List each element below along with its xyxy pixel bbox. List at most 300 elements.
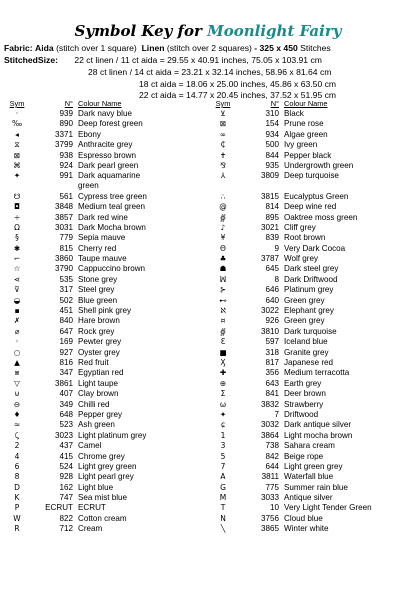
size-line-1	[4, 55, 322, 66]
symbol-glyph: 8	[14, 472, 20, 482]
thread-number: 349	[59, 399, 73, 409]
right-column-header	[210, 99, 410, 109]
fabric-label: Fabric:	[4, 43, 33, 53]
colour-name: Light taupe	[78, 378, 119, 388]
page-title	[0, 22, 416, 40]
sym-header: Sym	[9, 99, 25, 108]
symbol-glyph: ⩎	[14, 368, 20, 378]
colour-name: Cappuccino brown	[78, 264, 146, 274]
colour-name: Ivy green	[284, 140, 318, 150]
symbol-glyph: ⋖	[13, 274, 21, 284]
thread-number: 597	[265, 337, 279, 347]
symbol-glyph: T	[220, 503, 226, 513]
colour-name: Black	[284, 109, 304, 118]
thread-number: 935	[265, 160, 279, 170]
key-row	[210, 431, 410, 441]
thread-number: 3810	[260, 326, 279, 336]
key-row	[210, 493, 410, 503]
symbol-glyph: ✱	[13, 243, 21, 253]
symbol-glyph: Θ	[220, 243, 226, 253]
fabric-linen-note: (stitch over 2 squares)	[166, 43, 252, 53]
colour-name: Cherry red	[78, 243, 117, 253]
colour-name: Very Dark Cocoa	[284, 243, 346, 253]
key-row	[4, 244, 204, 254]
symbol-glyph: ✚	[219, 368, 227, 378]
colour-name: Dark turquoise	[284, 326, 337, 336]
colour-name: Deep turquoise	[284, 171, 339, 181]
key-row	[210, 233, 410, 243]
thread-number: 712	[59, 524, 73, 534]
symbol-glyph: ∴	[220, 191, 226, 201]
symbol-glyph: ✗	[13, 316, 21, 326]
key-row	[210, 285, 410, 295]
key-row	[4, 431, 204, 441]
colour-name: Rock grey	[78, 326, 115, 336]
key-row	[4, 441, 204, 451]
key-row	[4, 337, 204, 347]
symbol-glyph: ◒	[13, 295, 21, 305]
thread-number: 3031	[54, 222, 73, 232]
key-row	[210, 161, 410, 171]
thread-number: 3861	[54, 378, 73, 388]
fabric-line	[4, 43, 331, 54]
key-row	[210, 171, 410, 191]
size-line-2: 28 ct linen / 14 ct aida = 23.21 x 32.14 inches, 58.96 x 81.64 cm	[88, 67, 332, 77]
key-row	[210, 337, 410, 347]
thread-number: 842	[265, 451, 279, 461]
symbol-glyph: ℵ	[220, 306, 226, 316]
symbol-glyph: ☗	[219, 264, 227, 274]
symbol-glyph: N	[220, 513, 226, 523]
symbol-glyph: ◘	[14, 202, 20, 212]
symbol-glyph: ꟽ	[219, 274, 227, 284]
thread-number: 822	[59, 513, 73, 523]
thread-number: 3033	[260, 493, 279, 503]
symbol-glyph: ✦	[13, 171, 21, 181]
thread-number: 3848	[54, 202, 73, 212]
left-key-column	[4, 99, 204, 535]
key-row	[210, 254, 410, 264]
key-row	[4, 327, 204, 337]
left-rows	[4, 109, 204, 535]
key-row	[210, 452, 410, 462]
symbol-glyph: ▪	[14, 306, 20, 316]
colour-name: Undergrowth green	[284, 160, 354, 170]
colour-name: Winter white	[284, 524, 329, 534]
thread-number: 415	[59, 451, 73, 461]
colour-name: Stone grey	[78, 274, 118, 284]
symbol-glyph: ■	[219, 347, 227, 357]
thread-number: 643	[265, 378, 279, 388]
title-main: Symbol Key for	[74, 22, 208, 40]
symbol-glyph: ⅄	[220, 171, 226, 181]
thread-number: 407	[59, 389, 73, 399]
symbol-glyph: 1	[220, 430, 226, 440]
thread-number: 890	[59, 119, 73, 129]
key-row	[4, 171, 204, 191]
colour-name: Red fruit	[78, 357, 109, 367]
thread-number: 7	[274, 409, 279, 419]
symbol-glyph: ⊷	[219, 295, 227, 305]
colour-name: Iceland blue	[284, 337, 328, 347]
colour-name: Elephant grey	[284, 306, 334, 316]
left-column-header	[4, 99, 204, 109]
thread-number: 840	[59, 316, 73, 326]
colour-name: Cloud blue	[284, 513, 323, 523]
colour-name: Strawberry	[284, 399, 324, 409]
key-row	[4, 223, 204, 233]
colour-name: Dark antique silver	[284, 420, 352, 430]
colour-name: Wolf grey	[284, 254, 319, 264]
thread-number: 844	[265, 150, 279, 160]
thread-number: 3032	[260, 420, 279, 430]
key-row	[210, 358, 410, 368]
colour-name: Hare brown	[78, 316, 120, 326]
symbol-glyph: ∯	[220, 326, 226, 336]
symbol-glyph: R	[14, 524, 20, 534]
key-row	[4, 524, 204, 534]
thread-number: 523	[59, 420, 73, 430]
colour-name: Egyptian red	[78, 368, 124, 378]
key-row	[4, 358, 204, 368]
thread-number: 3756	[260, 513, 279, 523]
key-row	[4, 296, 204, 306]
symbol-glyph: 7	[220, 461, 226, 471]
colour-name: Root brown	[284, 233, 326, 243]
key-row	[4, 151, 204, 161]
key-row	[4, 368, 204, 378]
colour-name: Blue green	[78, 295, 118, 305]
colour-name: Pepper grey	[78, 409, 123, 419]
thread-number: 535	[59, 274, 73, 284]
colour-name: Waterfall blue	[284, 472, 334, 482]
colour-name: Dark navy blue	[78, 109, 132, 118]
thread-number: 437	[59, 441, 73, 451]
fabric-stitches: - 325 x 450	[254, 43, 298, 53]
key-row	[210, 223, 410, 233]
key-row	[210, 109, 410, 119]
symbol-glyph: W	[13, 513, 21, 523]
key-row	[4, 348, 204, 358]
colour-name: Deep wine red	[284, 202, 337, 212]
symbol-glyph: ◂	[15, 129, 19, 139]
colour-name: Dark aquamarine green	[78, 171, 141, 191]
thread-number: 310	[265, 109, 279, 118]
symbol-glyph: ∯	[220, 212, 226, 222]
thread-number: 926	[265, 316, 279, 326]
thread-number: 3371	[54, 129, 73, 139]
symbol-glyph: ⌘	[13, 160, 21, 170]
symbol-glyph: 6	[14, 461, 20, 471]
key-row	[210, 119, 410, 129]
symbol-glyph: Σ	[220, 389, 226, 399]
key-row	[4, 493, 204, 503]
title-accent: Moonlight Fairy	[207, 22, 342, 40]
symbol-glyph: 3	[220, 441, 226, 451]
thread-number: 502	[59, 295, 73, 305]
colour-name: Green grey	[284, 295, 325, 305]
right-rows	[210, 109, 410, 535]
thread-number: 3790	[54, 264, 73, 274]
key-row	[4, 109, 204, 119]
symbol-glyph: ⊽	[14, 285, 20, 295]
colour-name: Deer brown	[284, 389, 326, 399]
thread-number: 500	[265, 140, 279, 150]
thread-number: 3811	[261, 472, 279, 482]
thread-number: 3023	[54, 430, 73, 440]
key-row	[4, 275, 204, 285]
key-row	[4, 140, 204, 150]
colour-name: Sepia mauve	[78, 233, 126, 243]
colour-name: Deep forest green	[78, 119, 143, 129]
symbol-glyph: ∞	[219, 129, 227, 139]
key-row	[210, 306, 410, 316]
symbol-glyph: ╲	[220, 524, 226, 534]
colour-name: Beige rope	[284, 451, 324, 461]
thread-number: ECRUT	[45, 503, 73, 513]
symbol-glyph: ⊍	[14, 389, 20, 399]
thread-number: 647	[59, 326, 73, 336]
key-row	[4, 254, 204, 264]
key-row	[210, 462, 410, 472]
colour-name: Dark Mocha brown	[78, 222, 146, 232]
size-label: StitchedSize:	[4, 55, 58, 65]
key-row	[210, 368, 410, 378]
symbol-glyph: ⊖	[13, 399, 21, 409]
colour-name: Anthracite grey	[78, 140, 133, 150]
colour-name: Cream	[78, 524, 103, 534]
thread-number: 817	[265, 357, 279, 367]
thread-number: 841	[265, 389, 279, 399]
symbol-glyph: ✦	[219, 409, 227, 419]
key-row	[210, 275, 410, 285]
colour-name: Cypress tree green	[78, 191, 147, 201]
key-row	[210, 400, 410, 410]
colour-name: Sahara cream	[284, 441, 335, 451]
fabric-stitches-suffix: Stitches	[300, 43, 331, 53]
fabric-aida: Aida	[35, 43, 54, 53]
size-value-1: 22 ct linen / 11 ct aida = 29.55 x 40.91 inches, 75.05 x 103.91 cm	[74, 55, 322, 65]
key-row	[210, 192, 410, 202]
thread-number: 317	[59, 285, 73, 295]
thread-number: 561	[59, 191, 73, 201]
colour-name: Dark steel grey	[284, 264, 339, 274]
key-row	[210, 524, 410, 534]
thread-number: 3815	[260, 191, 279, 201]
key-row	[210, 296, 410, 306]
colour-name: Shell pink grey	[78, 306, 132, 316]
colour-name: Steel grey	[78, 285, 115, 295]
symbol-glyph: ♦	[13, 409, 21, 419]
fabric-linen: Linen	[141, 43, 165, 53]
colour-name: Chilli red	[78, 399, 110, 409]
symbol-glyph: 5	[220, 451, 226, 461]
colour-name: Dark pearl green	[78, 160, 139, 170]
key-row	[4, 130, 204, 140]
key-row	[4, 192, 204, 202]
key-row	[210, 348, 410, 358]
symbol-glyph: ◦	[14, 337, 20, 347]
thread-number: 815	[59, 243, 73, 253]
symbol-glyph: ⅋	[220, 160, 226, 170]
colour-name: Light blue	[78, 482, 114, 492]
thread-number: 10	[269, 503, 279, 513]
symbol-glyph: ♣	[219, 254, 227, 264]
thread-number: 3865	[260, 524, 279, 534]
thread-number: 356	[265, 368, 279, 378]
key-row	[210, 410, 410, 420]
thread-number: 3787	[260, 254, 279, 264]
thread-number: 924	[59, 160, 73, 170]
symbol-glyph: ☋	[13, 191, 21, 201]
colour-name: Japanese red	[284, 357, 334, 367]
colour-name: Camel	[78, 441, 102, 451]
key-row	[210, 244, 410, 254]
key-row	[4, 472, 204, 482]
colour-name: Prune rose	[284, 119, 324, 129]
symbol-glyph: P	[14, 503, 20, 513]
key-row	[4, 213, 204, 223]
thread-number: 814	[265, 202, 279, 212]
thread-number: 991	[59, 171, 73, 181]
thread-number: 451	[59, 306, 73, 316]
thread-number: 3799	[54, 140, 73, 150]
key-row	[210, 514, 410, 524]
symbol-glyph: @	[219, 202, 227, 212]
key-row	[4, 503, 204, 513]
symbol-glyph: ⊻	[220, 109, 226, 118]
symbol-glyph: ₵	[220, 140, 226, 150]
thread-number: 645	[265, 264, 279, 274]
colour-name: Algae green	[284, 129, 328, 139]
key-row	[210, 441, 410, 451]
key-row	[4, 316, 204, 326]
key-row	[4, 306, 204, 316]
symbol-glyph: ⊠	[219, 119, 227, 129]
colour-name: Medium teal green	[78, 202, 146, 212]
symbol-glyph: Ɛ	[220, 337, 226, 347]
thread-number: 839	[265, 233, 279, 243]
key-row	[4, 410, 204, 420]
symbol-glyph: ¥	[220, 233, 226, 243]
symbol-glyph: ≈	[13, 420, 21, 430]
size-line-4: 22 ct aida = 14.77 x 20.45 inches, 37.52 x 51.95 cm	[139, 90, 337, 100]
colour-name: Driftwood	[284, 409, 319, 419]
right-key-column	[210, 99, 410, 535]
colour-name: Light grey green	[78, 461, 137, 471]
symbol-glyph: ○	[13, 347, 21, 357]
thread-number: 747	[59, 493, 73, 503]
colour-name: Cotton cream	[78, 513, 127, 523]
colour-name: Taupe mauve	[78, 254, 127, 264]
symbol-glyph: ·	[15, 109, 19, 118]
symbol-glyph: ÷	[13, 212, 21, 222]
symbol-glyph: ▽	[14, 378, 20, 388]
thread-number: 779	[59, 233, 73, 243]
symbol-glyph: ✝	[219, 150, 227, 160]
thread-number: 939	[59, 109, 73, 118]
colour-name: Light pearl grey	[78, 472, 134, 482]
colour-name: ECRUT	[78, 503, 106, 513]
thread-number: 646	[265, 285, 279, 295]
thread-number: 3809	[260, 171, 279, 181]
symbol-glyph: ‰	[11, 119, 23, 129]
symbol-glyph: Ӽ	[220, 357, 226, 367]
name-header: Colour Name	[78, 99, 122, 108]
symbol-glyph: A	[220, 472, 226, 482]
key-row	[210, 389, 410, 399]
key-row	[210, 379, 410, 389]
key-row	[4, 285, 204, 295]
symbol-glyph: K	[14, 493, 20, 503]
key-row	[4, 514, 204, 524]
symbol-glyph: M	[219, 493, 227, 503]
colour-name: Oaktree moss green	[284, 212, 358, 222]
thread-number: 640	[265, 295, 279, 305]
colour-name: Medium terracotta	[284, 368, 350, 378]
thread-number: 524	[59, 461, 73, 471]
symbol-glyph: §	[15, 233, 19, 243]
colour-name: Light mocha brown	[284, 430, 353, 440]
colour-name: Pepper black	[284, 150, 332, 160]
key-row	[4, 452, 204, 462]
colour-name: Sea mist blue	[78, 493, 128, 503]
key-row	[210, 130, 410, 140]
colour-name: Granite grey	[284, 347, 329, 357]
key-row	[210, 420, 410, 430]
thread-number: 318	[265, 347, 279, 357]
key-row	[210, 213, 410, 223]
key-row	[210, 140, 410, 150]
key-row	[4, 462, 204, 472]
symbol-glyph: ⊱	[219, 285, 227, 295]
colour-name: Light platinum grey	[78, 430, 147, 440]
key-row	[4, 400, 204, 410]
thread-number: 3022	[260, 306, 279, 316]
symbol-glyph: ⤹	[14, 430, 20, 440]
thread-number: 938	[59, 150, 73, 160]
symbol-glyph: ▲	[14, 357, 20, 367]
thread-number: 154	[265, 119, 279, 129]
symbol-glyph: 4	[14, 451, 20, 461]
key-row	[4, 389, 204, 399]
thread-number: 816	[59, 357, 73, 367]
colour-name: Dark Driftwood	[284, 274, 338, 284]
key-row	[4, 119, 204, 129]
symbol-glyph: 2	[14, 441, 20, 451]
key-row	[210, 327, 410, 337]
thread-number: 347	[59, 368, 73, 378]
colour-name: Espresso brown	[78, 150, 137, 160]
colour-name: Green grey	[284, 316, 325, 326]
thread-number: 3832	[260, 399, 279, 409]
key-row	[210, 316, 410, 326]
key-row	[4, 379, 204, 389]
num-header: N°	[270, 99, 279, 108]
colour-name: Ebony	[78, 129, 101, 139]
thread-number: 934	[265, 129, 279, 139]
colour-name: Very Light Tender Green	[284, 503, 372, 513]
thread-number: 8	[274, 274, 279, 284]
symbol-glyph: ⧖	[14, 140, 20, 150]
key-row	[4, 264, 204, 274]
symbol-glyph: ⌀	[14, 326, 20, 336]
colour-name: Pewter grey	[78, 337, 122, 347]
thread-number: 775	[265, 482, 279, 492]
sym-header: Sym	[215, 99, 231, 108]
key-row	[4, 161, 204, 171]
key-row	[210, 264, 410, 274]
